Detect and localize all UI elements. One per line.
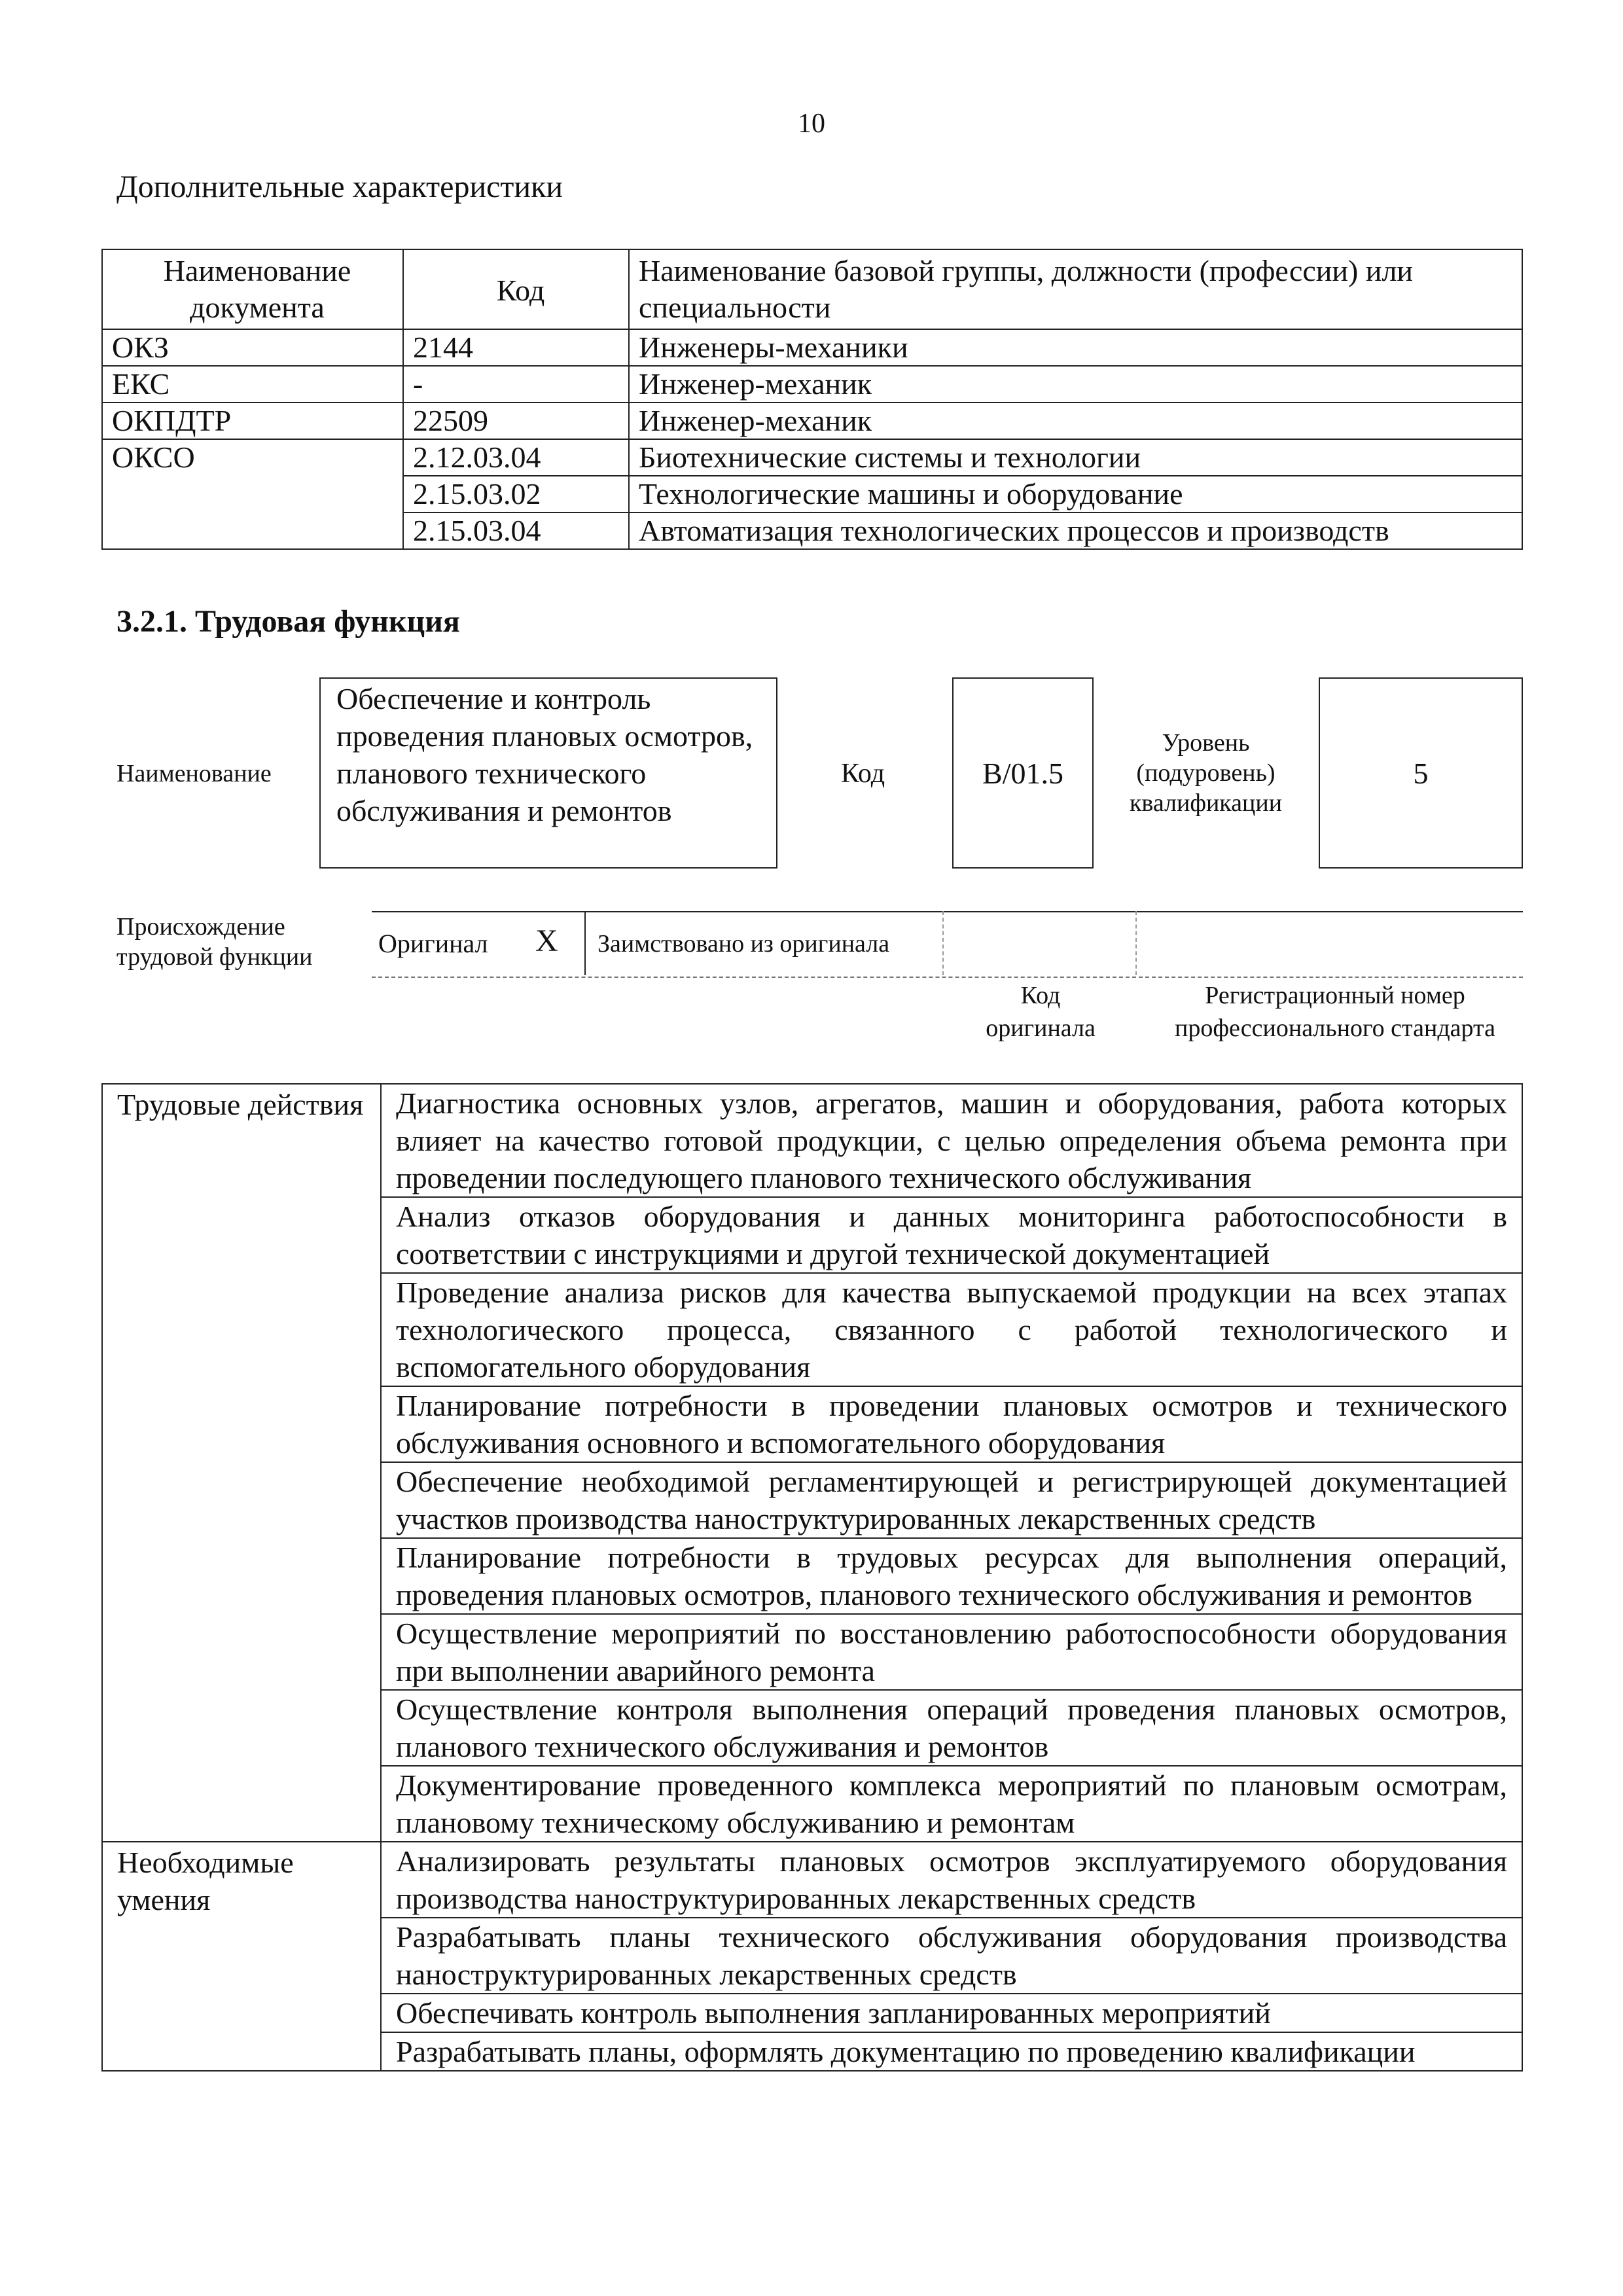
code-label: Код (841, 759, 885, 789)
header-code: Код (403, 249, 629, 329)
origin-divider (584, 911, 586, 975)
name-cell: Инженеры-механики (629, 329, 1522, 366)
action-item: Обеспечение необходимой регламентирующей и регистрирующей документацией участков производства наноструктурированных лекарственных средств (381, 1462, 1522, 1538)
page-number: 10 (798, 109, 825, 139)
header-group-name: Наименование базовой группы, должности (профессии) или специальности (629, 249, 1522, 329)
origin-divider (1135, 911, 1137, 975)
additional-characteristics-table (101, 249, 1523, 550)
table-row (102, 329, 1522, 366)
level-value-box: 5 (1319, 677, 1523, 869)
function-name-box: Обеспечение и контроль проведения плановых осмотров, планового технического обслуживания и ремонтов (319, 677, 777, 869)
table-row (102, 439, 1522, 476)
actions-label: Трудовые действия (102, 1084, 381, 1842)
doc-cell: ОКЗ (102, 329, 403, 366)
code-cell: 22509 (403, 403, 629, 439)
action-item: Осуществление мероприятий по восстановлению работоспособности оборудования при выполнении аварийного ремонта (381, 1614, 1522, 1690)
code-cell: 2144 (403, 329, 629, 366)
skills-label: Необходимые умения (102, 1842, 381, 2071)
skill-item: Обеспечивать контроль выполнения запланированных мероприятий (381, 1994, 1522, 2032)
borrowed-label: Заимствовано из оригинала (597, 930, 890, 958)
action-item: Анализ отказов оборудования и данных мониторинга работоспособности в соответствии с инструкциями и другой технической документацией (381, 1197, 1522, 1273)
name-label: Наименование (116, 760, 272, 787)
origin-divider (942, 911, 944, 975)
level-label: Уровень (подуровень) квалификации (1129, 729, 1283, 817)
action-item: Планирование потребности в проведении плановых осмотров и технического обслуживания основного и вспомогательного оборудования (381, 1386, 1522, 1462)
table-row (102, 403, 1522, 439)
table-row (102, 1842, 1522, 1918)
code-cell: 2.15.03.04 (403, 512, 629, 549)
reg-number-label: Регистрационный номер профессионального стандарта (1175, 982, 1495, 1042)
code-original-label: Код оригинала (986, 982, 1096, 1042)
action-item: Документирование проведенного комплекса мероприятий по плановым осмотрам, плановому техническому обслуживанию и ремонтам (381, 1766, 1522, 1842)
original-label: Оригинал (378, 929, 488, 958)
code-cell: 2.15.03.02 (403, 476, 629, 512)
origin-label: Происхождение трудовой функции (116, 913, 313, 971)
name-cell: Биотехнические системы и технологии (629, 439, 1522, 476)
skill-item: Разрабатывать планы технического обслуживания оборудования производства наноструктурированных лекарственных средств (381, 1918, 1522, 1994)
action-item: Осуществление контроля выполнения операций проведения плановых осмотров, планового технического обслуживания и ремонтов (381, 1690, 1522, 1766)
skill-item: Разрабатывать планы, оформлять документацию по проведению квалификации (381, 2032, 1522, 2071)
name-cell: Автоматизация технологических процессов и производств (629, 512, 1522, 549)
name-cell: Инженер-механик (629, 403, 1522, 439)
code-cell: - (403, 366, 629, 403)
table-row (102, 366, 1522, 403)
header-document: Наименование документа (102, 249, 403, 329)
labor-table (101, 1083, 1523, 2072)
action-item: Диагностика основных узлов, агрегатов, машин и оборудования, работа которых влияет на качество готовой продукции, с целью определения объема ремонта при проведении последующего планового технического обслуживания (381, 1084, 1522, 1197)
doc-cell: ОКПДТР (102, 403, 403, 439)
doc-cell: ЕКС (102, 366, 403, 403)
action-item: Проведение анализа рисков для качества выпускаемой продукции на всех этапах технологического процесса, связанного с работой технологического и вспомогательного оборудования (381, 1273, 1522, 1386)
name-cell: Инженер-механик (629, 366, 1522, 403)
table-row (102, 1084, 1522, 1197)
action-item: Планирование потребности в трудовых ресурсах для выполнения операций, проведения плановых осмотров, планового технического обслуживания и ремонтов (381, 1538, 1522, 1614)
function-heading: 3.2.1. Трудовая функция (116, 604, 460, 639)
original-mark: X (535, 924, 558, 958)
function-code-box: B/01.5 (952, 677, 1094, 869)
code-cell: 2.12.03.04 (403, 439, 629, 476)
name-cell: Технологические машины и оборудование (629, 476, 1522, 512)
additional-characteristics-heading: Дополнительные характеристики (116, 170, 563, 204)
doc-cell: ОКСО (102, 439, 403, 549)
skill-item: Анализировать результаты плановых осмотров эксплуатируемого оборудования производства наноструктурированных лекарственных средств (381, 1842, 1522, 1918)
